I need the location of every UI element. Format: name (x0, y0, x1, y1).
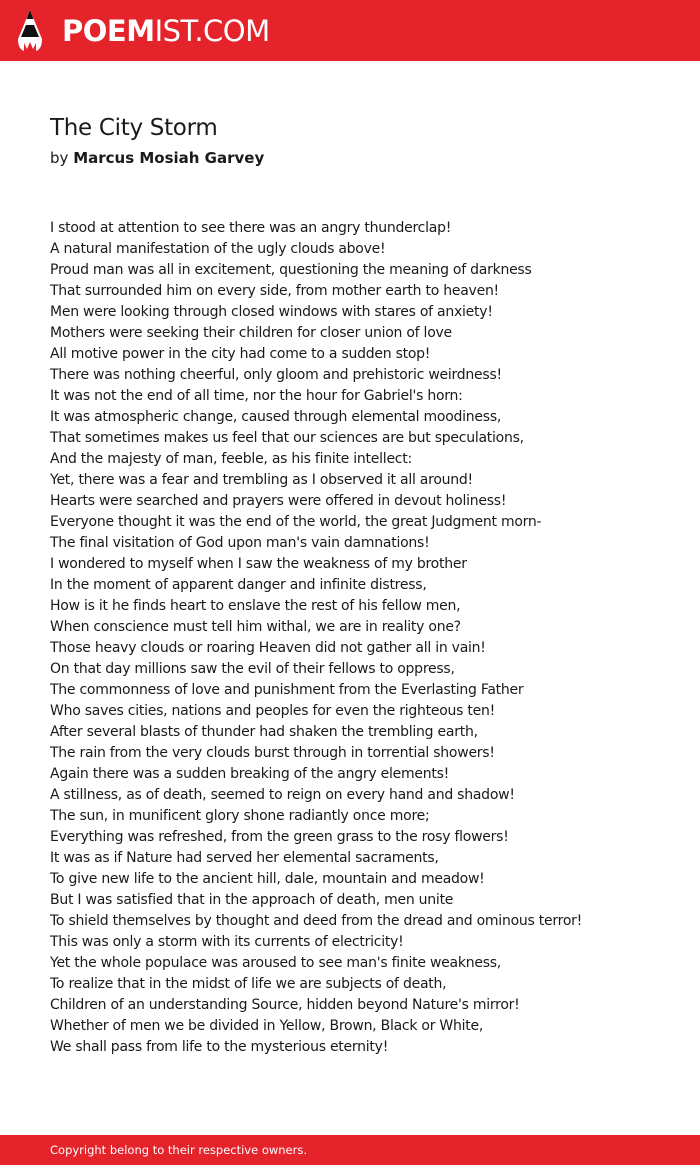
poem-line: On that day millions saw the evil of their fellows to oppress, (50, 661, 455, 677)
poem-line: Everyone thought it was the end of the world, the great Judgment morn- (50, 514, 542, 530)
poem-line: The final visitation of God upon man's vain damnations! (50, 535, 430, 551)
poem-line: Yet the whole populace was aroused to see man's finite weakness, (50, 955, 502, 971)
poem-line: This was only a storm with its currents of electricity! (50, 934, 404, 950)
poem-line: Those heavy clouds or roaring Heaven did not gather all in vain! (50, 640, 486, 656)
poem-line: The rain from the very clouds burst through in torrential showers! (50, 745, 495, 761)
site-footer (0, 1135, 700, 1165)
poem-line: But I was satisfied that in the approach of death, men unite (50, 892, 454, 908)
poem-line: Hearts were searched and prayers were offered in devout holiness! (50, 493, 507, 509)
poem-line: A natural manifestation of the ugly clouds above! (50, 241, 386, 257)
poem-line: Children of an understanding Source, hidden beyond Nature's mirror! (50, 997, 520, 1013)
poem-line: Everything was refreshed, from the green grass to the rosy flowers! (50, 829, 509, 845)
poem-line: To shield themselves by thought and deed from the dread and ominous terror! (50, 913, 583, 929)
poem-line: After several blasts of thunder had shaken the trembling earth, (50, 724, 478, 740)
poem-title: The City Storm (50, 115, 218, 141)
poem-author: Marcus Mosiah Garvey (73, 149, 265, 167)
poem-line: I stood at attention to see there was an angry thunderclap! (50, 220, 452, 236)
poem-line: Who saves cities, nations and peoples for even the righteous ten! (50, 703, 496, 719)
poem-line: Again there was a sudden breaking of the angry elements! (50, 766, 449, 782)
poem-line: All motive power in the city had come to a sudden stop! (50, 346, 431, 362)
copyright-text: Copyright belong to their respective owners. (50, 1143, 308, 1157)
poem-line: A stillness, as of death, seemed to reign on every hand and shadow! (50, 787, 515, 803)
poem-line: That surrounded him on every side, from mother earth to heaven! (50, 283, 499, 299)
poem-line: To realize that in the midst of life we are subjects of death, (50, 976, 447, 992)
poem-byline (50, 149, 264, 167)
poem-line: It was atmospheric change, caused through elemental moodiness, (50, 409, 502, 425)
poem-line: Yet, there was a fear and trembling as I observed it all around! (50, 472, 473, 488)
poem-line: It was not the end of all time, nor the hour for Gabriel's horn: (50, 388, 463, 404)
poem-line: We shall pass from life to the mysterious eternity! (50, 1039, 389, 1055)
site-header (0, 0, 700, 61)
poem-line: And the majesty of man, feeble, as his finite intellect: (50, 451, 412, 467)
brand-bold: POEM (62, 14, 155, 48)
poem-line: How is it he finds heart to enslave the rest of his fellow men, (50, 598, 461, 614)
poem-line: To give new life to the ancient hill, dale, mountain and meadow! (50, 871, 485, 887)
poem-line: Whether of men we be divided in Yellow, Brown, Black or White, (50, 1018, 484, 1034)
site-logo-text[interactable] (62, 13, 270, 49)
poem-line: The sun, in munificent glory shone radiantly once more; (50, 808, 430, 824)
byline-prefix: by (50, 149, 69, 167)
poem-line: Men were looking through closed windows with stares of anxiety! (50, 304, 493, 320)
poem-line: That sometimes makes us feel that our sciences are but speculations, (50, 430, 524, 446)
poem-line: Proud man was all in excitement, questioning the meaning of darkness (50, 262, 532, 278)
poem-line: In the moment of apparent danger and infinite distress, (50, 577, 427, 593)
poem-body (50, 218, 670, 1058)
poem-line: There was nothing cheerful, only gloom and prehistoric weirdness! (50, 367, 502, 383)
poem-line: The commonness of love and punishment from the Everlasting Father (50, 682, 524, 698)
brand-light: IST.COM (154, 14, 270, 48)
poem-line: When conscience must tell him withal, we are in reality one? (50, 619, 461, 635)
poem-line: Mothers were seeking their children for closer union of love (50, 325, 452, 341)
poem-line: It was as if Nature had served her elemental sacraments, (50, 850, 439, 866)
pencil-tip-icon[interactable] (16, 9, 44, 53)
poem-line: I wondered to myself when I saw the weakness of my brother (50, 556, 467, 572)
